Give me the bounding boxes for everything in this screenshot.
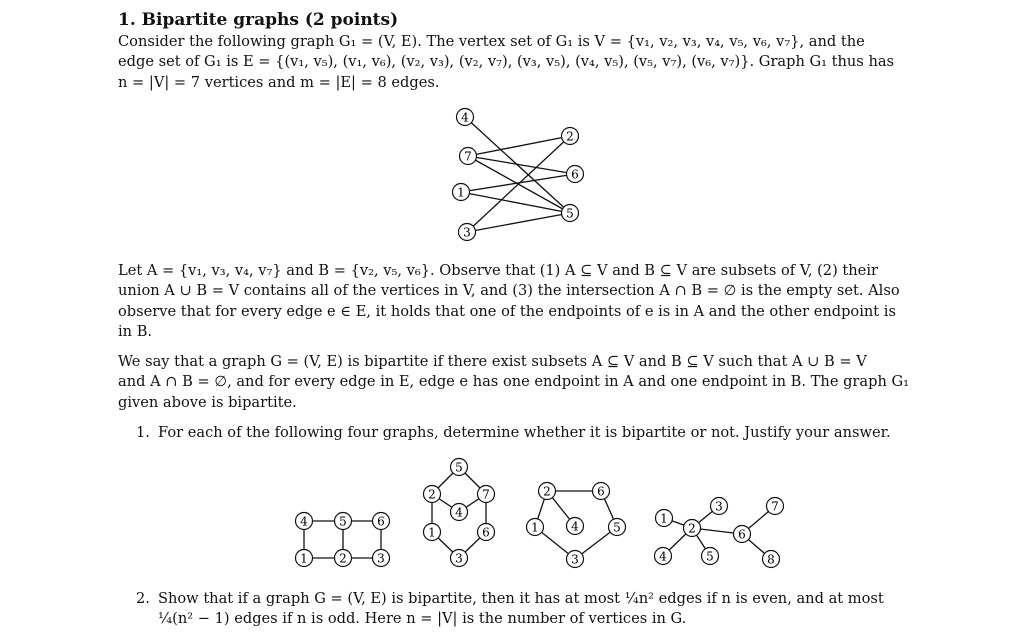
svg-text:7: 7 [464, 149, 472, 164]
svg-text:4: 4 [300, 514, 308, 529]
svg-text:6: 6 [597, 484, 605, 499]
sets-line-4: in B. [118, 323, 153, 341]
graph-node [527, 519, 544, 536]
definition-line-1: We say that a graph G = (V, E) is bipartite if there exist subsets A ⊆ V and B ⊆ V such that A ∪ B = V [118, 353, 867, 370]
svg-text:1: 1 [531, 520, 539, 535]
question-1-number: 1. [136, 424, 150, 441]
svg-text:4: 4 [461, 110, 469, 125]
svg-text:3: 3 [715, 499, 723, 514]
svg-text:5: 5 [613, 520, 621, 535]
sets-line-1: Let A = {v₁, v₃, v₄, v₇} and B = {v₂, v₅, v₆}. Observe that (1) A ⊆ V and B ⊆ V are subsets of V, (2) their [118, 262, 878, 279]
svg-text:6: 6 [738, 527, 746, 542]
svg-text:5: 5 [566, 206, 574, 221]
graph-node [711, 498, 728, 515]
svg-text:1: 1 [660, 511, 668, 526]
question-1-text: For each of the following four graphs, determine whether it is bipartite or not. Justify your answer. [158, 424, 891, 441]
edge [461, 174, 575, 192]
graph-node [562, 205, 579, 222]
graph-node [567, 518, 584, 535]
svg-text:1: 1 [300, 551, 308, 566]
graph-node [593, 483, 610, 500]
edge [461, 192, 570, 213]
definition-line-3: given above is bipartite. [118, 393, 297, 411]
graph-node [567, 551, 584, 568]
graph-node [656, 510, 673, 527]
graph-node [460, 148, 477, 165]
graph-node [335, 513, 352, 530]
graph-node [734, 526, 751, 543]
graph-node [539, 483, 556, 500]
edge [467, 136, 570, 232]
graph-c [527, 483, 626, 568]
svg-text:8: 8 [767, 552, 775, 567]
edge [468, 136, 570, 156]
svg-text:5: 5 [455, 460, 463, 475]
svg-text:5: 5 [706, 549, 714, 564]
intro-line-2: edge set of G₁ is E = {(v₁, v₅), (v₁, v₆), (v₂, v₃), (v₂, v₇), (v₃, v₅), (v₄, v₅), (v₅, v₇), (v₆, v₇)}. Graph G₁ thus has [118, 53, 895, 71]
svg-text:6: 6 [377, 514, 385, 529]
problem-title: 1. Bipartite graphs (2 points) [118, 10, 399, 30]
intro-line-1: Consider the following graph G₁ = (V, E). The vertex set of G₁ is V = {v₁, v₂, v₃, v₄, v₅, v₆, v₇}, and the [118, 33, 865, 50]
graph-node [451, 550, 468, 567]
graph-node [296, 513, 313, 530]
graph-node [424, 524, 441, 541]
svg-text:7: 7 [771, 499, 779, 514]
svg-text:5: 5 [339, 514, 347, 529]
graph-node [767, 498, 784, 515]
svg-text:6: 6 [482, 525, 490, 540]
graph-node [373, 513, 390, 530]
graph-d [655, 498, 784, 568]
graph-a [296, 513, 390, 567]
graph-g1 [453, 109, 584, 241]
svg-text:3: 3 [571, 552, 579, 567]
svg-text:1: 1 [457, 185, 465, 200]
graph-node [335, 550, 352, 567]
graph-node [296, 550, 313, 567]
question-2-line-2: ¼(n² − 1) edges if n is odd. Here n = |V| is the number of vertices in G. [158, 610, 687, 628]
graph-node [567, 166, 584, 183]
svg-text:2: 2 [688, 521, 696, 536]
graph-node [478, 486, 495, 503]
svg-text:2: 2 [543, 484, 551, 499]
graph-node [655, 548, 672, 565]
question-2-line-1: Show that if a graph G = (V, E) is bipartite, then it has at most ¼n² edges if n is even, and at most [158, 590, 884, 607]
svg-text:4: 4 [455, 505, 463, 520]
svg-text:3: 3 [463, 225, 471, 240]
svg-text:4: 4 [659, 549, 667, 564]
svg-text:2: 2 [339, 551, 347, 566]
edge [465, 117, 570, 213]
svg-text:7: 7 [482, 487, 490, 502]
svg-text:2: 2 [428, 487, 436, 502]
graph-node [457, 109, 474, 126]
svg-text:2: 2 [566, 129, 574, 144]
edge [467, 213, 570, 232]
graph-node [763, 551, 780, 568]
graph-node [451, 504, 468, 521]
sets-line-2: union A ∪ B = V contains all of the vertices in V, and (3) the intersection A ∩ B = ∅ is the empty set. Also [118, 282, 900, 300]
svg-text:3: 3 [455, 551, 463, 566]
svg-text:1: 1 [428, 525, 436, 540]
graph-node [424, 486, 441, 503]
graph-node [609, 519, 626, 536]
graph-node [373, 550, 390, 567]
graph-node [702, 548, 719, 565]
sets-line-3: observe that for every edge e ∈ E, it holds that one of the endpoints of e is in A and the other endpoint is [118, 302, 896, 320]
graph-node [478, 524, 495, 541]
graph-node [459, 224, 476, 241]
graph-node [451, 459, 468, 476]
definition-line-2: and A ∩ B = ∅, and for every edge in E, edge e has one endpoint in A and one endpoint in B. The graph G₁ [118, 373, 909, 391]
svg-text:6: 6 [571, 167, 579, 182]
graph-b [424, 459, 495, 567]
svg-text:3: 3 [377, 551, 385, 566]
question-2-number: 2. [136, 590, 150, 607]
svg-text:4: 4 [571, 519, 579, 534]
intro-line-3: n = |V| = 7 vertices and m = |E| = 8 edges. [118, 73, 440, 91]
graph-node [562, 128, 579, 145]
graph-node [684, 520, 701, 537]
graph-node [453, 184, 470, 201]
